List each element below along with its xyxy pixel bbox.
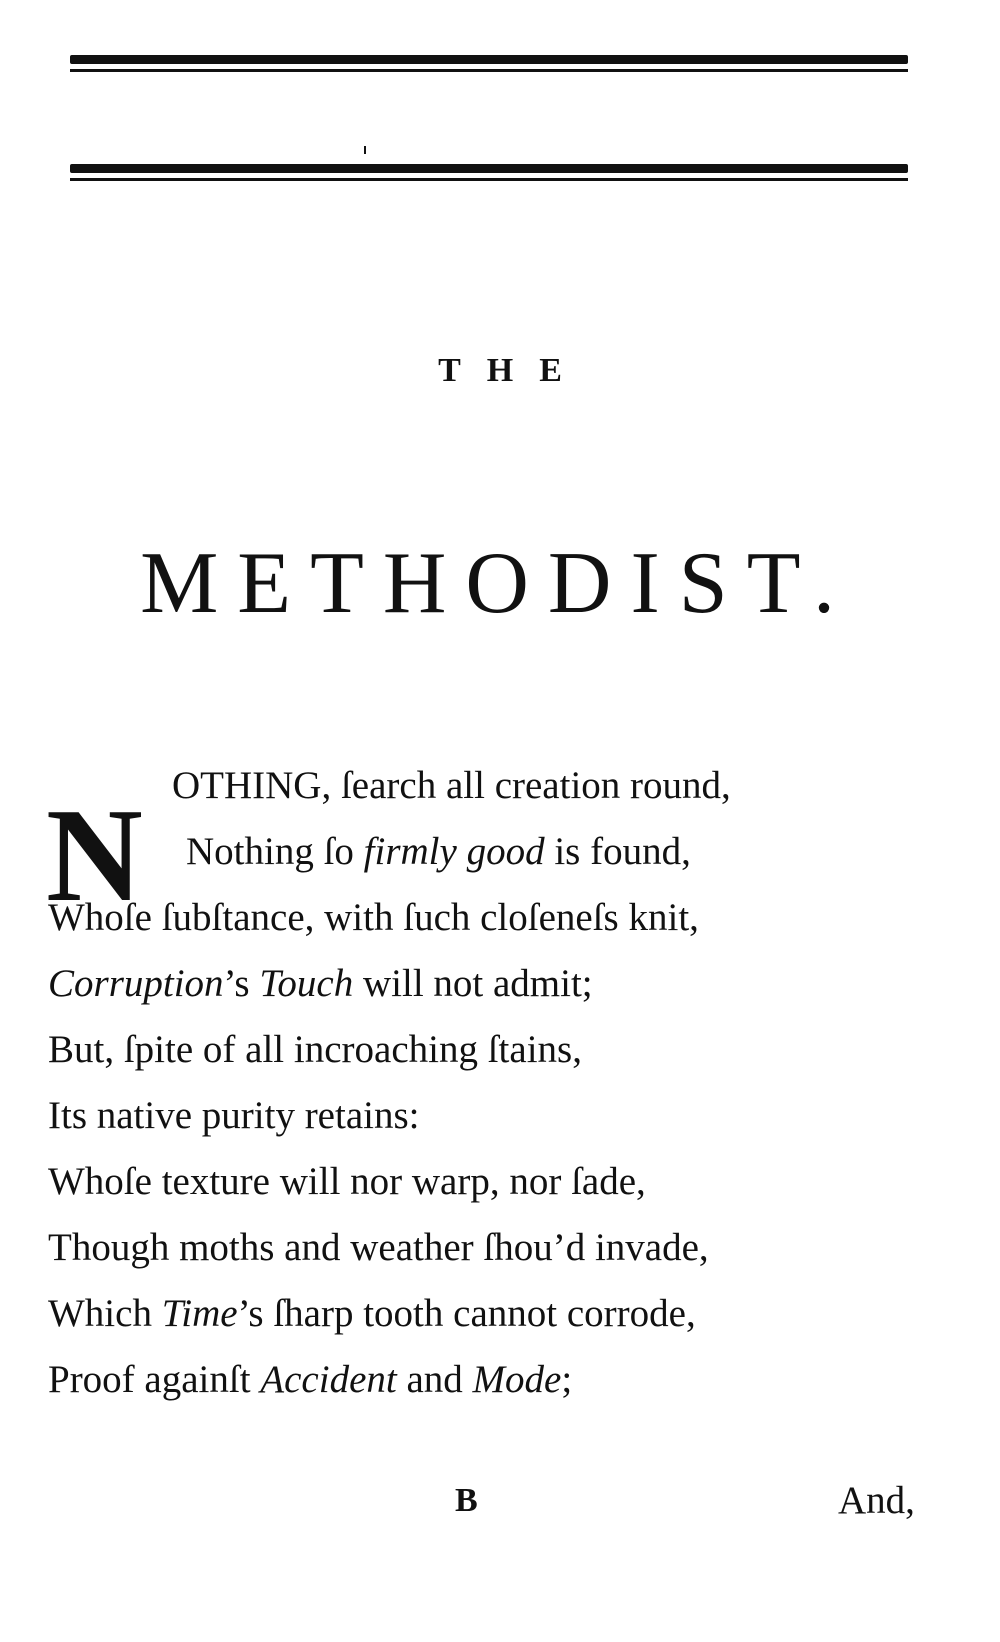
verse-text: ’s bbox=[223, 962, 260, 1005]
verse-line bbox=[186, 832, 691, 871]
italic-text: Corruption bbox=[48, 962, 224, 1005]
verse-text: ; bbox=[561, 1358, 573, 1401]
signature-mark: B bbox=[455, 1482, 478, 1519]
top-rule-thin bbox=[70, 69, 908, 72]
second-rule-thin bbox=[70, 178, 908, 181]
drop-cap: N bbox=[46, 781, 143, 929]
verse-line bbox=[48, 1162, 646, 1201]
verse-line bbox=[48, 1096, 420, 1135]
verse-text: Though moths and weather ſhou’d invade, bbox=[48, 1226, 709, 1269]
verse-text: Whoſe texture will nor warp, nor ſade, bbox=[48, 1160, 646, 1203]
verse-line bbox=[48, 964, 593, 1003]
verse-text: and bbox=[396, 1358, 473, 1401]
verse-line bbox=[48, 1030, 582, 1069]
verse-text: is found, bbox=[544, 830, 691, 873]
verse-text: Which bbox=[48, 1292, 162, 1335]
italic-text: Accident bbox=[260, 1358, 397, 1401]
verse-line bbox=[48, 1228, 709, 1267]
italic-text: Mode bbox=[472, 1358, 562, 1401]
verse-text: But, ſpite of all incroaching ſtains, bbox=[48, 1028, 582, 1071]
verse-text: OTHING, ſearch all creation round, bbox=[172, 764, 731, 807]
verse-text: ’s ſharp tooth cannot corrode, bbox=[237, 1292, 696, 1335]
italic-text: Time bbox=[161, 1292, 238, 1335]
verse-text: Nothing ſo bbox=[186, 830, 364, 873]
verse-line bbox=[172, 766, 731, 805]
verse-text: Whoſe ſubſtance, with ſuch cloſeneſs knit, bbox=[48, 896, 699, 939]
verse-text: Proof againſt bbox=[48, 1358, 261, 1401]
catchword: And, bbox=[838, 1479, 915, 1522]
second-rule-thick bbox=[70, 164, 908, 173]
ink-speck bbox=[364, 146, 366, 154]
verse-line bbox=[48, 1360, 572, 1399]
verse-line bbox=[48, 1294, 696, 1333]
page-title: METHODIST. bbox=[140, 535, 854, 632]
italic-text: firmly good bbox=[363, 830, 545, 873]
title-small: THE bbox=[438, 352, 588, 389]
italic-text: Touch bbox=[259, 962, 354, 1005]
verse-line bbox=[48, 898, 699, 937]
verse-text: Its native purity retains: bbox=[48, 1094, 420, 1137]
top-rule-thick bbox=[70, 55, 908, 64]
verse-text: will not admit; bbox=[353, 962, 593, 1005]
